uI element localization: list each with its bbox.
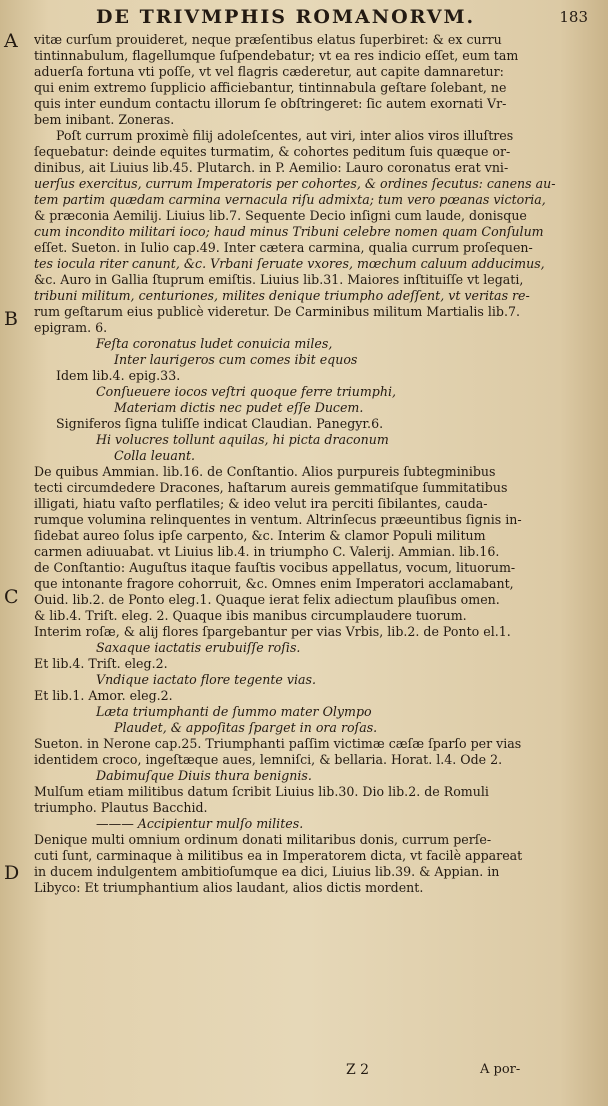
text-line: & præconia Aemilij. Liuius lib.7. Sequente Decio inſigni cum laude, donisque bbox=[34, 208, 527, 223]
margin-letter-d: D bbox=[4, 862, 20, 884]
text-line: dinibus, ait Liuius lib.45. Plutarch. in P. Aemilio: Lauro coronatus erat vni- bbox=[34, 160, 509, 175]
signature-mark: Z 2 bbox=[346, 1062, 370, 1078]
text-line: rum geſtarum eius publicè videretur. De Carminibus militum Martialis lib.7. bbox=[34, 304, 520, 319]
text-line: Hi volucres tollunt aquilas, hi picta draconum bbox=[96, 432, 389, 447]
text-line: epigram. 6. bbox=[34, 320, 108, 335]
text-line: quis inter eundum contactu illorum ſe obſtringeret: ſic autem exornati Vr- bbox=[34, 96, 507, 111]
text-line: qui enim extremo ſupplicio afficiebantur, tintinnabula geſtare ſolebant, ne bbox=[34, 80, 507, 95]
text-line: vitæ curſum prouideret, neque præſentibus elatus ſuperbiret: & ex curru bbox=[34, 32, 502, 47]
text-line: Conſueuere iocos veſtri quoque ferre triumphi, bbox=[96, 384, 397, 399]
text-line: uerſus exercitus, currum Imperatoris per cohortes, & ordines ſecutus: canens au- bbox=[34, 176, 556, 191]
text-line: illigati, hiatu vaſto perflatiles; & ideo velut ira perciti ſibilantes, cauda- bbox=[34, 496, 488, 511]
text-line: que intonante fragore cohorruit, &c. Omnes enim Imperatori acclamabant, bbox=[34, 576, 514, 591]
text-line: ——— Accipientur mulſo milites. bbox=[96, 816, 304, 831]
margin-letter-c: C bbox=[4, 586, 19, 608]
running-title: DE TRIVMPHIS ROMANORVM. bbox=[96, 6, 476, 28]
text-line: carmen adiuuabat. vt Liuius lib.4. in triumpho C. Valerij. Ammian. lib.16. bbox=[34, 544, 500, 559]
body-text bbox=[22, 32, 592, 896]
text-line: &c. Auro in Gallia ſtuprum emiſtis. Liuius lib.31. Maiores inſtituiſſe vt legati, bbox=[34, 272, 524, 287]
page-footer bbox=[0, 1062, 608, 1084]
text-line: tintinnabulum, flagellumque ſuſpendebatur; vt ea res indicio eſſet, eum tam bbox=[34, 48, 519, 63]
text-line: Denique multi omnium ordinum donati militaribus donis, currum perſe- bbox=[34, 832, 492, 847]
text-line: Ouid. lib.2. de Ponto eleg.1. Quaque ierat felix adiectum plauſibus omen. bbox=[34, 592, 500, 607]
text-line: bem inibant. Zoneras. bbox=[34, 112, 175, 127]
text-line: tecti circumdedere Dracones, haſtarum aureis gemmatiſque ſummitatibus bbox=[34, 480, 508, 495]
text-line: Colla leuant. bbox=[114, 448, 196, 463]
text-line: Sueton. in Nerone cap.25. Triumphanti paſſim victimæ cæſæ ſparſo per vias bbox=[34, 736, 522, 751]
text-line: & lib.4. Triſt. eleg. 2. Quaque ibis manibus circumplaudere tuorum. bbox=[34, 608, 467, 623]
text-line: Inter laurigeros cum comes ibit equos bbox=[114, 352, 358, 367]
text-line: rumque volumina relinquentes in ventum. Altrinſecus præeuntibus ſignis in- bbox=[34, 512, 522, 527]
text-line: de Conſtantio: Auguſtus itaque fauſtis vocibus appellatus, vocum, lituorum- bbox=[34, 560, 516, 575]
margin-letter-a: A bbox=[4, 30, 18, 52]
margin-letter-b: B bbox=[4, 308, 18, 330]
text-line: Signiferos ſigna tuliſſe indicat Claudian. Panegyr.6. bbox=[56, 416, 384, 431]
text-line: Poſt currum proximè filij adoleſcentes, aut viri, inter alios viros illuſtres bbox=[56, 128, 514, 143]
text-line: Feſta coronatus ludet conuicia miles, bbox=[96, 336, 333, 351]
text-line: Plaudet, & appoſitas ſparget in ora roſas. bbox=[114, 720, 378, 735]
text-line: cum incondito militari ioco; haud minus Tribuni celebre nomen quam Conſulum bbox=[34, 224, 544, 239]
text-line: Saxaque iactatis erubuiſſe roſis. bbox=[96, 640, 301, 655]
text-line: Et lib.4. Triſt. eleg.2. bbox=[34, 656, 168, 671]
text-line: triumpho. Plautus Bacchid. bbox=[34, 800, 208, 815]
text-line: Dabimuſque Diuis thura benignis. bbox=[96, 768, 312, 783]
text-line: De quibus Ammian. lib.16. de Conſtantio. Alios purpureis ſubtegminibus bbox=[34, 464, 496, 479]
text-line: tes iocula riter canunt, &c. Vrbani ſeruate vxores, mœchum caluum adducimus, bbox=[34, 256, 545, 271]
page-number: 183 bbox=[559, 8, 588, 26]
text-line: tribuni militum, centuriones, milites denique triumpho adeſſent, vt veritas re- bbox=[34, 288, 530, 303]
text-line: eſſet. Sueton. in Iulio cap.49. Inter cætera carmina, qualia currum proſequen- bbox=[34, 240, 533, 255]
text-line: Vndique iactato flore tegente vias. bbox=[96, 672, 316, 687]
text-line: cuti ſunt, carminaque à militibus ea in Imperatorem dicta, vt facilè appareat bbox=[34, 848, 523, 863]
text-line: Interim roſæ, & alij flores ſpargebantur per vias Vrbis, lib.2. de Ponto el.1. bbox=[34, 624, 511, 639]
text-line: identidem croco, ingeſtæque aues, lemniſci, & bellaria. Horat. l.4. Ode 2. bbox=[34, 752, 503, 767]
text-line: Idem lib.4. epig.33. bbox=[56, 368, 181, 383]
text-line: tem partim quædam carmina vernacula riſu admixta; tum vero pœanas victoria, bbox=[34, 192, 546, 207]
text-line: in ducem indulgentem ambitioſumque ea dici, Liuius lib.39. & Appian. in bbox=[34, 864, 500, 879]
text-line: Materiam dictis nec pudet eſſe Ducem. bbox=[114, 400, 364, 415]
text-line: Mulſum etiam militibus datum ſcribit Liuius lib.30. Dio lib.2. de Romuli bbox=[34, 784, 489, 799]
text-line: ſidebat aureo ſolus ipſe carpento, &c. Interim & clamor Populi militum bbox=[34, 528, 486, 543]
page-header bbox=[22, 6, 592, 32]
text-line: aduerſa fortuna vti poſſe, vt vel flagris cæderetur, aut capite damnaretur: bbox=[34, 64, 504, 79]
text-line: Libyco: Et triumphantium alios laudant, alios dictis mordent. bbox=[34, 880, 424, 895]
text-line: Læta triumphanti de ſummo mater Olympo bbox=[96, 704, 372, 719]
catchword: A por- bbox=[480, 1062, 521, 1077]
text-line: ſequebatur: deinde equites turmatim, & cohortes peditum ſuis quæque or- bbox=[34, 144, 511, 159]
text-line: Et lib.1. Amor. eleg.2. bbox=[34, 688, 173, 703]
